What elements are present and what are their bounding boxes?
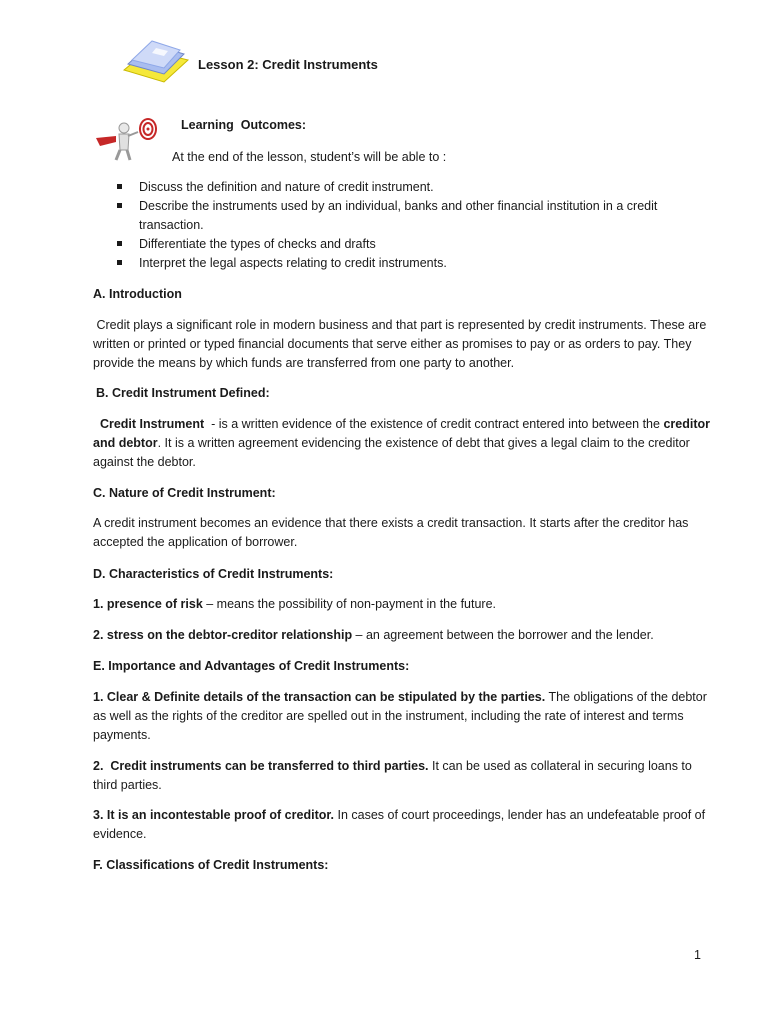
definition-text-cont: . It is a written agreement evidencing the existence of debt that gives a legal claim to the creditor against the debtor.	[93, 436, 690, 469]
target-dart-icon	[94, 116, 160, 162]
page-title: Lesson 2: Credit Instruments	[198, 57, 378, 72]
list-item: Describe the instruments used by an individual, banks and other financial institution in a credit transaction.	[115, 197, 699, 235]
section-f-heading: F. Classifications of Credit Instruments:	[93, 858, 329, 872]
section-a-heading: A. Introduction	[93, 287, 182, 301]
section-c-text: A credit instrument becomes an evidence that there exists a credit transaction. It starts after the creditor has accepted the application of borrower.	[93, 516, 689, 549]
book-icon	[120, 38, 192, 84]
list-item: Discuss the definition and nature of credit instrument.	[115, 178, 699, 197]
section-e-item-3	[93, 806, 713, 844]
section-b-text	[93, 415, 713, 472]
term-credit-instrument: Credit Instrument	[99, 417, 205, 431]
item-text: In cases of court proceedings, lender has an undefeatable proof of evidence.	[93, 808, 706, 841]
item-text: – an agreement between the borrower and the lender.	[352, 628, 654, 642]
list-item: Interpret the legal aspects relating to credit instruments.	[115, 254, 699, 273]
term-creditor-debtor: creditor and debtor	[93, 417, 710, 450]
section-c-heading: C. Nature of Credit Instrument:	[93, 486, 276, 500]
item-label: 2. stress on the debtor-creditor relationship	[93, 628, 353, 642]
list-item: Differentiate the types of checks and drafts	[115, 235, 699, 254]
item-text: It can be used as collateral in securing loans to third parties.	[93, 759, 692, 792]
outcomes-list	[115, 178, 699, 273]
section-e-item-2	[93, 757, 713, 795]
learning-outcomes-heading: Learning Outcomes:	[181, 118, 307, 132]
item-label: 1. Clear & Definite details of the transaction can be stipulated by the parties.	[93, 690, 546, 704]
definition-text: - is a written evidence of the existence of credit contract entered into between the	[204, 417, 664, 431]
item-label: 1. presence of risk	[93, 597, 203, 611]
section-e-item-1	[93, 688, 713, 745]
section-e-heading: E. Importance and Advantages of Credit Instruments:	[93, 659, 410, 673]
section-d-heading: D. Characteristics of Credit Instruments:	[93, 567, 334, 581]
section-d-item-2	[93, 626, 713, 645]
item-text: – means the possibility of non-payment in the future.	[202, 597, 497, 611]
learning-outcomes-intro: At the end of the lesson, student’s will be able to :	[172, 150, 447, 164]
item-text: The obligations of the debtor as well as the rights of the creditor are spelled out in the instrument, including the rate of interest and terms payments.	[93, 690, 707, 742]
item-label: 3. It is an incontestable proof of creditor.	[93, 808, 335, 822]
page-number: 1	[694, 948, 701, 962]
item-label: 2. Credit instruments can be transferred to third parties.	[93, 759, 429, 773]
section-b-heading: B. Credit Instrument Defined:	[96, 386, 270, 400]
section-a-text: Credit plays a significant role in modern business and that part is represented by credit instruments. These are written or printed or typed financial documents that serve either as promises to pay or as orders to pay. They provide the means by which funds are transferred from one party to another.	[93, 318, 710, 370]
section-d-item-1	[93, 595, 713, 614]
